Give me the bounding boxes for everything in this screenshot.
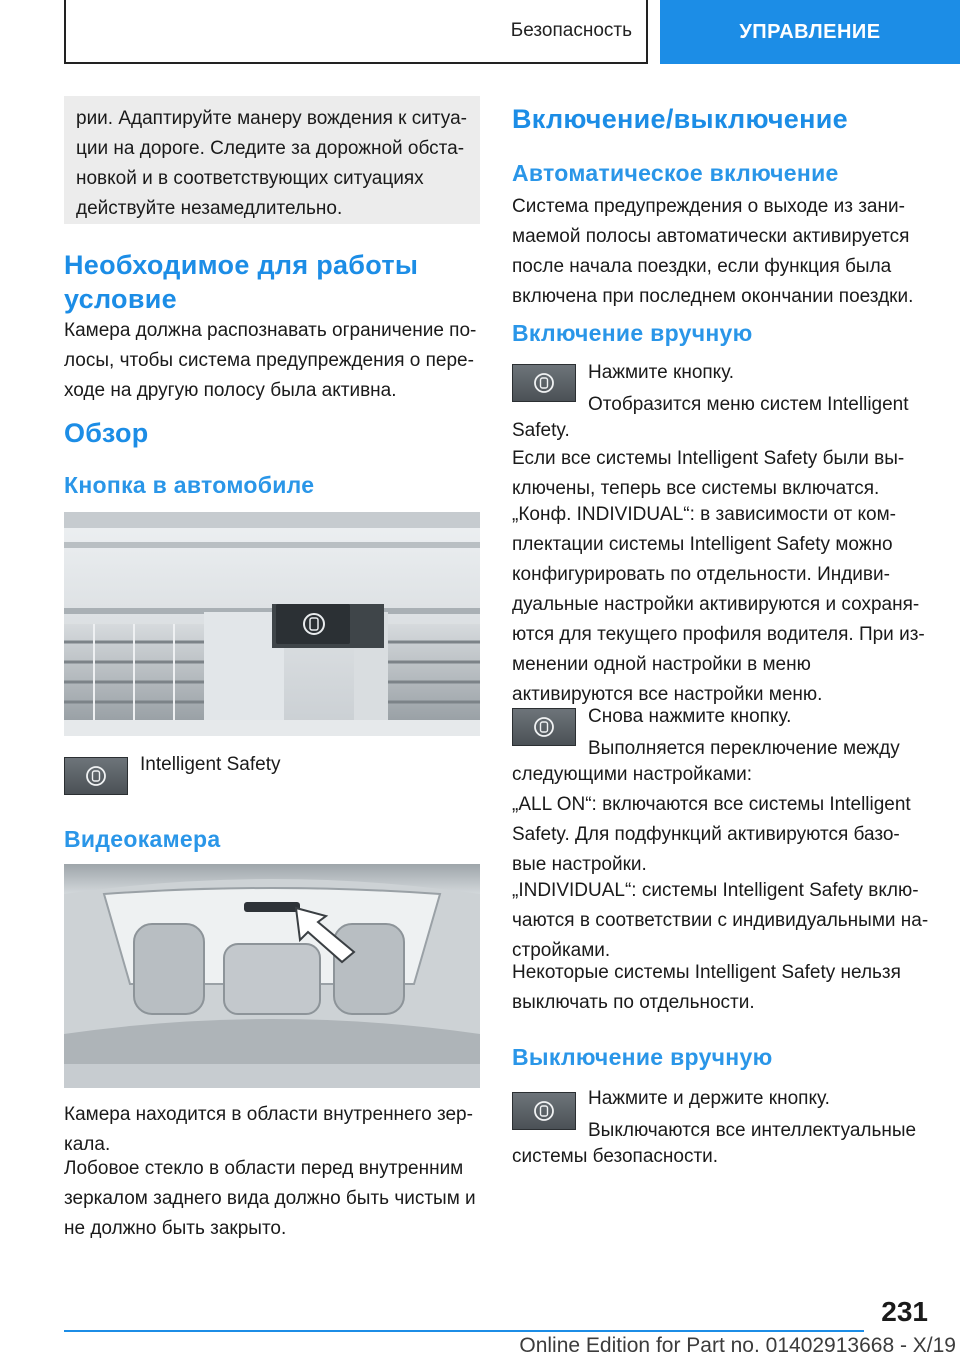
header-section-label: Безопасность (510, 20, 632, 41)
text-line: следующими настройками: (512, 764, 753, 785)
button-caption: Intelligent Safety (140, 754, 281, 775)
text-line: ключены, теперь все системы включатся. (512, 478, 880, 499)
intelligent-safety-button-icon (64, 757, 128, 795)
camera-photo (64, 864, 480, 1088)
header-chapter-tab (660, 0, 960, 64)
text-line: Лобовое стекло в области перед внутренним (64, 1158, 464, 1179)
windshield-paragraph (64, 1154, 494, 1244)
text-line: выключать по отдельности. (512, 992, 755, 1013)
text-line: Камера находится в области внутреннего зер- (64, 1104, 473, 1125)
heading-condition (64, 248, 480, 316)
text-line: Выключаются все интеллектуальные (588, 1120, 917, 1141)
heading-button: Кнопка в автомобиле (64, 472, 315, 498)
intelligent-safety-button-icon (512, 708, 576, 746)
note-line: ции на дороге. Следите за дорожной обста- (76, 138, 465, 159)
heading-auto: Автоматическое включение (512, 160, 839, 186)
text-line: не должно быть закрыто. (64, 1218, 287, 1239)
some-systems-paragraph (512, 958, 942, 1018)
text-line: Safety. Для подфункций активируются базо- (512, 824, 900, 845)
dashboard-illustration (64, 512, 480, 736)
indiv-on-paragraph (512, 876, 942, 966)
heading-camera: Видеокамера (64, 826, 221, 852)
text-line: „ALL ON“: включаются все системы Intelligent (512, 794, 911, 815)
text-line: лосы, чтобы система предупреждения о пере- (64, 350, 474, 371)
heading-condition-line: условие (64, 284, 177, 314)
note-line: новкой и в соответствующих ситуациях (76, 168, 424, 189)
text-line: активируются все настройки меню. (512, 684, 823, 705)
text-line: системы безопасности. (512, 1146, 719, 1167)
note-line: действуйте незамедлительно. (76, 198, 343, 219)
intelligent-safety-button-icon (512, 364, 576, 402)
text-line: дуальные настройки активируются и сохраня- (512, 594, 920, 615)
text-line: кала. (64, 1134, 111, 1155)
text-line: плектации системы Intelligent Safety можно (512, 534, 893, 555)
text-line: зеркалом заднего вида должно быть чистым и (64, 1188, 476, 1209)
text-line: Отобразится меню систем Intelligent (588, 394, 909, 415)
footer-edition-text: Online Edition for Part no. 01402913668 - X/19 (519, 1334, 956, 1357)
text-line: конфигурировать по отдельности. Индиви- (512, 564, 890, 585)
all-on-paragraph (512, 790, 942, 880)
text-line: стройками. (512, 940, 611, 961)
footer-divider (64, 1330, 864, 1332)
text-line: включена при последнем окончании поездки. (512, 286, 914, 307)
all-off-paragraph (512, 444, 942, 504)
condition-paragraph (64, 316, 494, 406)
press-hold-text: Нажмите и держите кнопку. (588, 1088, 830, 1109)
note-line: рии. Адаптируйте манеру вождения к ситуа- (76, 108, 467, 129)
text-line: ются для текущего профиля водителя. При из- (512, 624, 925, 645)
button-photo (64, 512, 480, 736)
text-line: Если все системы Intelligent Safety были вы- (512, 448, 905, 469)
heading-manual-off: Выключение вручную (512, 1044, 773, 1070)
text-line: Камера должна распознавать ограничение по- (64, 320, 477, 341)
intelligent-safety-button-icon (512, 1092, 576, 1130)
heading-manual-on: Включение вручную (512, 320, 753, 346)
heading-overview: Обзор (64, 418, 149, 448)
text-line: „Конф. INDIVIDUAL“: в зависимости от ком- (512, 504, 896, 525)
text-line: после начала поездки, если функция была (512, 256, 892, 277)
text-line: менении одной настройки в меню (512, 654, 811, 675)
text-line: маемой полосы автоматически активируется (512, 226, 910, 247)
camera-paragraph (64, 1100, 494, 1160)
heading-condition-line: Необходимое для работы (64, 250, 419, 280)
text-line: чаются в соответствии с индивидуальными на- (512, 910, 929, 931)
press-again-text: Снова нажмите кнопку. (588, 706, 792, 727)
text-line: Некоторые системы Intelligent Safety нельзя (512, 962, 901, 983)
text-line: ходе на другую полосу была активна. (64, 380, 397, 401)
text-line: „INDIVIDUAL“: системы Intelligent Safety вклю- (512, 880, 919, 901)
interior-illustration (64, 864, 480, 1088)
note-box (64, 96, 480, 224)
heading-onoff: Включение/выключение (512, 104, 848, 134)
text-line: Выполняется переключение между (588, 738, 900, 759)
page-number: 231 (881, 1296, 928, 1327)
press-button-text: Нажмите кнопку. (588, 362, 735, 383)
header-chapter-label: УПРАВЛЕНИЕ (739, 20, 881, 43)
individual-paragraph (512, 500, 942, 710)
text-line: Система предупреждения о выходе из зани- (512, 196, 905, 217)
text-line: вые настройки. (512, 854, 647, 875)
auto-paragraph (512, 192, 942, 312)
text-line: Safety. (512, 420, 570, 441)
header-section-tab (64, 0, 648, 64)
